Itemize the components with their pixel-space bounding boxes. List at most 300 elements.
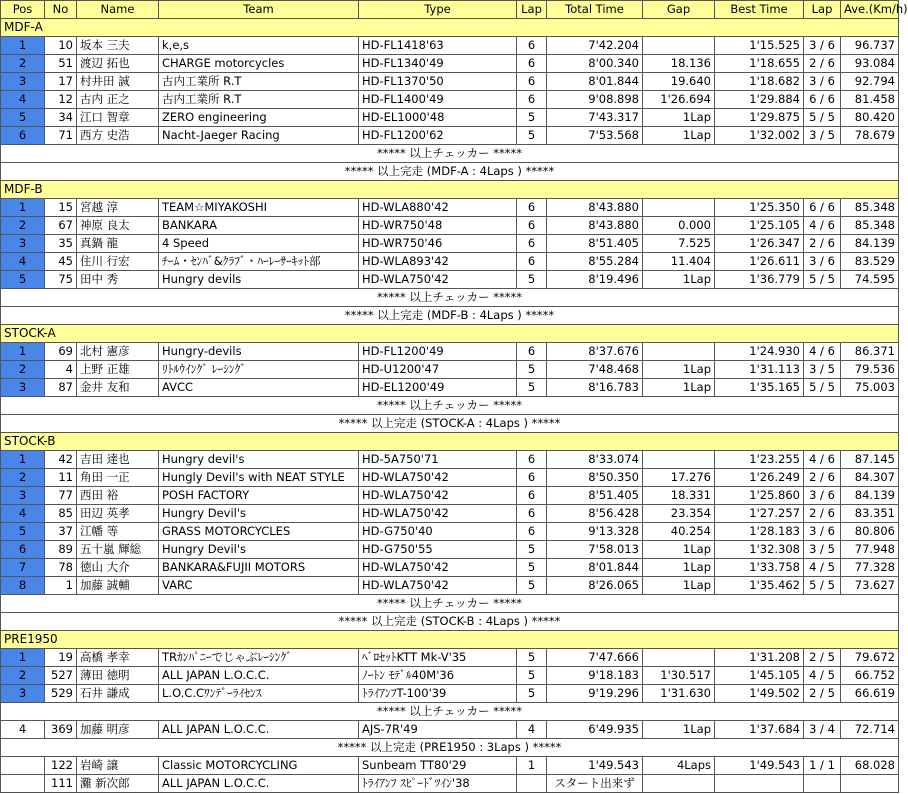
result-row bbox=[1, 559, 899, 577]
best-lap-cell: 3 / 5 bbox=[804, 361, 841, 379]
team-cell: BANKARA&FUJII MOTORS bbox=[159, 559, 359, 577]
laps-cell: 6 bbox=[517, 487, 547, 505]
gap-cell: 1Lap bbox=[643, 541, 715, 559]
gap-cell: 1'30.517 bbox=[643, 667, 715, 685]
number-cell: 15 bbox=[45, 199, 77, 217]
gap-cell: 1Lap bbox=[643, 559, 715, 577]
result-row bbox=[1, 523, 899, 541]
result-row bbox=[1, 271, 899, 289]
result-row bbox=[1, 361, 899, 379]
col-header-pos: Pos bbox=[1, 1, 45, 19]
machine-type-cell: HD-FL1200'49 bbox=[359, 343, 517, 361]
best-lap-cell: 3 / 4 bbox=[804, 721, 841, 739]
best-lap-cell: 2 / 6 bbox=[804, 505, 841, 523]
number-cell: 12 bbox=[45, 91, 77, 109]
best-time-cell: 1'49.502 bbox=[715, 685, 804, 703]
laps-cell: 5 bbox=[517, 577, 547, 595]
gap-cell: 11.404 bbox=[643, 253, 715, 271]
rider-name-cell: 金井 友和 bbox=[77, 379, 159, 397]
header-row bbox=[1, 1, 899, 19]
section-header bbox=[1, 325, 899, 343]
result-row bbox=[1, 469, 899, 487]
team-cell: Hungry Devil's bbox=[159, 541, 359, 559]
machine-type-cell: HD-WLA750'42 bbox=[359, 469, 517, 487]
pos-cell: 3 bbox=[1, 73, 45, 91]
rider-name-cell: 真鍋 龍 bbox=[77, 235, 159, 253]
machine-type-cell: HD-FL1370'50 bbox=[359, 73, 517, 91]
laps-cell bbox=[517, 775, 547, 793]
best-time-cell: 1'36.779 bbox=[715, 271, 804, 289]
laps-cell: 6 bbox=[517, 523, 547, 541]
result-row bbox=[1, 577, 899, 595]
checker-note bbox=[1, 595, 899, 613]
number-cell: 4 bbox=[45, 361, 77, 379]
total-time-cell: 7'58.013 bbox=[547, 541, 643, 559]
pos-cell: 1 bbox=[1, 199, 45, 217]
machine-type-cell: HD-U1200'47 bbox=[359, 361, 517, 379]
average-speed-cell: 75.003 bbox=[841, 379, 899, 397]
best-time-cell: 1'18.682 bbox=[715, 73, 804, 91]
average-speed-cell: 93.084 bbox=[841, 55, 899, 73]
best-lap-cell: 5 / 5 bbox=[804, 577, 841, 595]
total-time-cell: スタート出来ず bbox=[547, 775, 643, 793]
pos-cell: 5 bbox=[1, 523, 45, 541]
pos-cell bbox=[1, 775, 45, 793]
col-header-type: Type bbox=[359, 1, 517, 19]
best-lap-cell: 1 / 1 bbox=[804, 757, 841, 775]
pos-cell: 8 bbox=[1, 577, 45, 595]
best-time-cell: 1'18.655 bbox=[715, 55, 804, 73]
result-row bbox=[1, 667, 899, 685]
best-time-cell: 1'24.930 bbox=[715, 343, 804, 361]
team-cell: AVCC bbox=[159, 379, 359, 397]
team-cell: Hungry Devil's bbox=[159, 505, 359, 523]
best-time-cell: 1'27.257 bbox=[715, 505, 804, 523]
average-speed-cell: 96.737 bbox=[841, 37, 899, 55]
total-time-cell: 9'18.183 bbox=[547, 667, 643, 685]
machine-type-cell: ﾄﾗｲｱﾝﾌT-100'39 bbox=[359, 685, 517, 703]
pos-cell: 1 bbox=[1, 37, 45, 55]
team-cell: GRASS MOTORCYCLES bbox=[159, 523, 359, 541]
best-lap-cell: 3 / 6 bbox=[804, 523, 841, 541]
machine-type-cell: HD-WR750'48 bbox=[359, 217, 517, 235]
number-cell: 19 bbox=[45, 649, 77, 667]
best-time-cell: 1'29.875 bbox=[715, 109, 804, 127]
best-lap-cell: 2 / 5 bbox=[804, 685, 841, 703]
rider-name-cell: 加藤 明彦 bbox=[77, 721, 159, 739]
checker-note-text: ***** 以上チェッカー ***** bbox=[1, 145, 899, 163]
machine-type-cell: Sunbeam TT80'29 bbox=[359, 757, 517, 775]
checker-note bbox=[1, 703, 899, 721]
best-lap-cell: 4 / 6 bbox=[804, 451, 841, 469]
best-time-cell bbox=[715, 775, 804, 793]
rider-name-cell: 西方 史浩 bbox=[77, 127, 159, 145]
best-lap-cell: 5 / 5 bbox=[804, 379, 841, 397]
best-time-cell: 1'32.002 bbox=[715, 127, 804, 145]
best-time-cell: 1'23.255 bbox=[715, 451, 804, 469]
number-cell: 111 bbox=[45, 775, 77, 793]
total-time-cell: 7'53.568 bbox=[547, 127, 643, 145]
best-lap-cell: 2 / 6 bbox=[804, 469, 841, 487]
team-cell: ﾁｰﾑ・ｾﾝﾊﾞ&ｸﾗﾌﾞ・ﾊｰﾚｰｻｰｷｯﾄ部 bbox=[159, 253, 359, 271]
result-row bbox=[1, 73, 899, 91]
checker-note bbox=[1, 145, 899, 163]
laps-cell: 6 bbox=[517, 451, 547, 469]
team-cell: Hungry-devils bbox=[159, 343, 359, 361]
team-cell: Classic MOTORCYCLING bbox=[159, 757, 359, 775]
gap-cell: 1Lap bbox=[643, 577, 715, 595]
best-lap-cell: 3 / 6 bbox=[804, 73, 841, 91]
result-row bbox=[1, 379, 899, 397]
number-cell: 69 bbox=[45, 343, 77, 361]
laps-cell: 6 bbox=[517, 199, 547, 217]
average-speed-cell: 83.529 bbox=[841, 253, 899, 271]
team-cell: TRｶﾝﾊﾟﾆｰでじゃぶﾚｰｼﾝｸﾞ bbox=[159, 649, 359, 667]
number-cell: 77 bbox=[45, 487, 77, 505]
finish-note-text: ***** 以上完走 (MDF-A : 4Laps ) ***** bbox=[1, 163, 899, 181]
rider-name-cell: 古内 正之 bbox=[77, 91, 159, 109]
gap-cell: 1'26.694 bbox=[643, 91, 715, 109]
average-speed-cell bbox=[841, 775, 899, 793]
pos-cell: 2 bbox=[1, 469, 45, 487]
col-header-best-time: Best Time bbox=[715, 1, 804, 19]
laps-cell: 1 bbox=[517, 757, 547, 775]
total-time-cell: 9'13.328 bbox=[547, 523, 643, 541]
checker-note bbox=[1, 397, 899, 415]
rider-name-cell: 北村 憲彦 bbox=[77, 343, 159, 361]
best-lap-cell: 2 / 6 bbox=[804, 55, 841, 73]
best-lap-cell: 2 / 5 bbox=[804, 649, 841, 667]
machine-type-cell: ﾄﾗｲｱﾝﾌ ｽﾋﾟｰﾄﾞﾂｲﾝ'38 bbox=[359, 775, 517, 793]
pos-cell: 6 bbox=[1, 127, 45, 145]
pos-cell: 7 bbox=[1, 559, 45, 577]
total-time-cell: 8'37.676 bbox=[547, 343, 643, 361]
number-cell: 75 bbox=[45, 271, 77, 289]
result-row bbox=[1, 55, 899, 73]
team-cell: VARC bbox=[159, 577, 359, 595]
rider-name-cell: 神原 良太 bbox=[77, 217, 159, 235]
total-time-cell: 8'26.065 bbox=[547, 577, 643, 595]
team-cell: Hungry devil's bbox=[159, 451, 359, 469]
best-lap-cell: 6 / 6 bbox=[804, 91, 841, 109]
finish-note-text: ***** 以上完走 (PRE1950 : 3Laps ) ***** bbox=[1, 739, 899, 757]
checker-note-text: ***** 以上チェッカー ***** bbox=[1, 289, 899, 307]
laps-cell: 6 bbox=[517, 343, 547, 361]
result-row bbox=[1, 505, 899, 523]
laps-cell: 6 bbox=[517, 73, 547, 91]
best-lap-cell: 6 / 6 bbox=[804, 199, 841, 217]
finish-note bbox=[1, 307, 899, 325]
total-time-cell: 8'51.405 bbox=[547, 487, 643, 505]
best-lap-cell: 5 / 5 bbox=[804, 109, 841, 127]
average-speed-cell: 84.307 bbox=[841, 469, 899, 487]
col-header-best-lap: Lap bbox=[804, 1, 841, 19]
rider-name-cell: 西田 裕 bbox=[77, 487, 159, 505]
team-cell: 古内工業所 R.T bbox=[159, 91, 359, 109]
best-lap-cell: 3 / 5 bbox=[804, 541, 841, 559]
best-time-cell: 1'33.758 bbox=[715, 559, 804, 577]
gap-cell: 1Lap bbox=[643, 127, 715, 145]
average-speed-cell: 87.145 bbox=[841, 451, 899, 469]
best-time-cell: 1'26.249 bbox=[715, 469, 804, 487]
pos-cell: 2 bbox=[1, 217, 45, 235]
average-speed-cell: 72.714 bbox=[841, 721, 899, 739]
laps-cell: 5 bbox=[517, 649, 547, 667]
machine-type-cell: HD-EL1200'49 bbox=[359, 379, 517, 397]
gap-cell bbox=[643, 37, 715, 55]
section-header-text: STOCK-B bbox=[1, 433, 899, 451]
gap-cell: 1Lap bbox=[643, 721, 715, 739]
average-speed-cell: 79.536 bbox=[841, 361, 899, 379]
machine-type-cell: HD-WLA893'42 bbox=[359, 253, 517, 271]
result-row bbox=[1, 199, 899, 217]
checker-note-text: ***** 以上チェッカー ***** bbox=[1, 703, 899, 721]
average-speed-cell: 68.028 bbox=[841, 757, 899, 775]
laps-cell: 6 bbox=[517, 55, 547, 73]
average-speed-cell: 85.348 bbox=[841, 199, 899, 217]
number-cell: 122 bbox=[45, 757, 77, 775]
number-cell: 34 bbox=[45, 109, 77, 127]
team-cell: Nacht-Jaeger Racing bbox=[159, 127, 359, 145]
number-cell: 89 bbox=[45, 541, 77, 559]
laps-cell: 6 bbox=[517, 91, 547, 109]
machine-type-cell: HD-WLA880'42 bbox=[359, 199, 517, 217]
number-cell: 71 bbox=[45, 127, 77, 145]
result-row bbox=[1, 217, 899, 235]
pos-cell: 3 bbox=[1, 685, 45, 703]
total-time-cell: 8'01.844 bbox=[547, 73, 643, 91]
best-time-cell: 1'26.611 bbox=[715, 253, 804, 271]
gap-cell: 18.136 bbox=[643, 55, 715, 73]
rider-name-cell: 住川 行宏 bbox=[77, 253, 159, 271]
rider-name-cell: 五十嵐 輝総 bbox=[77, 541, 159, 559]
average-speed-cell: 84.139 bbox=[841, 235, 899, 253]
result-row bbox=[1, 757, 899, 775]
section-header-text: STOCK-A bbox=[1, 325, 899, 343]
average-speed-cell: 66.619 bbox=[841, 685, 899, 703]
average-speed-cell: 80.420 bbox=[841, 109, 899, 127]
rider-name-cell: 岩崎 譲 bbox=[77, 757, 159, 775]
gap-cell: 1Lap bbox=[643, 109, 715, 127]
finish-note-text: ***** 以上完走 (STOCK-A : 4Laps ) ***** bbox=[1, 415, 899, 433]
team-cell: L.O.C.Cﾜﾝﾃﾞｰﾗｲｾﾝｽ bbox=[159, 685, 359, 703]
number-cell: 1 bbox=[45, 577, 77, 595]
result-row bbox=[1, 127, 899, 145]
average-speed-cell: 78.679 bbox=[841, 127, 899, 145]
average-speed-cell: 77.948 bbox=[841, 541, 899, 559]
total-time-cell: 7'43.317 bbox=[547, 109, 643, 127]
gap-cell: 40.254 bbox=[643, 523, 715, 541]
machine-type-cell: HD-G750'55 bbox=[359, 541, 517, 559]
section-header-text: MDF-B bbox=[1, 181, 899, 199]
laps-cell: 6 bbox=[517, 217, 547, 235]
team-cell: ALL JAPAN L.O.C.C. bbox=[159, 667, 359, 685]
result-row bbox=[1, 91, 899, 109]
total-time-cell: 8'43.880 bbox=[547, 199, 643, 217]
section-header-text: PRE1950 bbox=[1, 631, 899, 649]
pos-cell: 1 bbox=[1, 451, 45, 469]
col-header-average-speed: Ave.(Km/h) bbox=[841, 1, 899, 19]
laps-cell: 6 bbox=[517, 37, 547, 55]
number-cell: 42 bbox=[45, 451, 77, 469]
best-time-cell: 1'45.105 bbox=[715, 667, 804, 685]
section-header bbox=[1, 181, 899, 199]
laps-cell: 5 bbox=[517, 667, 547, 685]
number-cell: 45 bbox=[45, 253, 77, 271]
rider-name-cell: 村井田 誠 bbox=[77, 73, 159, 91]
gap-cell: 23.354 bbox=[643, 505, 715, 523]
best-time-cell: 1'32.308 bbox=[715, 541, 804, 559]
machine-type-cell: HD-WLA750'42 bbox=[359, 577, 517, 595]
total-time-cell: 6'49.935 bbox=[547, 721, 643, 739]
result-row bbox=[1, 487, 899, 505]
best-time-cell: 1'25.350 bbox=[715, 199, 804, 217]
pos-cell: 3 bbox=[1, 487, 45, 505]
best-lap-cell: 4 / 5 bbox=[804, 667, 841, 685]
number-cell: 10 bbox=[45, 37, 77, 55]
average-speed-cell: 81.458 bbox=[841, 91, 899, 109]
result-row bbox=[1, 451, 899, 469]
rider-name-cell: 吉田 達也 bbox=[77, 451, 159, 469]
total-time-cell: 7'48.468 bbox=[547, 361, 643, 379]
result-row bbox=[1, 343, 899, 361]
number-cell: 67 bbox=[45, 217, 77, 235]
checker-note-text: ***** 以上チェッカー ***** bbox=[1, 397, 899, 415]
team-cell: BANKARA bbox=[159, 217, 359, 235]
rider-name-cell: 江幡 等 bbox=[77, 523, 159, 541]
number-cell: 529 bbox=[45, 685, 77, 703]
number-cell: 51 bbox=[45, 55, 77, 73]
team-cell: ﾘﾄﾙｳｲﾝｸﾞ ﾚｰｼﾝｸﾞ bbox=[159, 361, 359, 379]
result-row bbox=[1, 649, 899, 667]
gap-cell: 17.276 bbox=[643, 469, 715, 487]
average-speed-cell: 80.806 bbox=[841, 523, 899, 541]
result-row bbox=[1, 253, 899, 271]
team-cell: ALL JAPAN L.O.C.C. bbox=[159, 721, 359, 739]
best-lap-cell: 3 / 6 bbox=[804, 37, 841, 55]
best-lap-cell: 3 / 6 bbox=[804, 487, 841, 505]
best-time-cell: 1'35.165 bbox=[715, 379, 804, 397]
gap-cell: 7.525 bbox=[643, 235, 715, 253]
number-cell: 85 bbox=[45, 505, 77, 523]
col-header-team: Team bbox=[159, 1, 359, 19]
pos-cell: 4 bbox=[1, 91, 45, 109]
gap-cell bbox=[643, 451, 715, 469]
rider-name-cell: 上野 正雄 bbox=[77, 361, 159, 379]
total-time-cell: 8'43.880 bbox=[547, 217, 643, 235]
pos-cell: 5 bbox=[1, 271, 45, 289]
gap-cell: 1'31.630 bbox=[643, 685, 715, 703]
gap-cell bbox=[643, 775, 715, 793]
gap-cell: 1Lap bbox=[643, 271, 715, 289]
rider-name-cell: 田辺 英孝 bbox=[77, 505, 159, 523]
col-header-lap: Lap bbox=[517, 1, 547, 19]
laps-cell: 6 bbox=[517, 469, 547, 487]
finish-note-text: ***** 以上完走 (STOCK-B : 4Laps ) ***** bbox=[1, 613, 899, 631]
number-cell: 17 bbox=[45, 73, 77, 91]
average-speed-cell: 77.328 bbox=[841, 559, 899, 577]
best-lap-cell: 2 / 6 bbox=[804, 235, 841, 253]
machine-type-cell: HD-FL1340'49 bbox=[359, 55, 517, 73]
rider-name-cell: 薄田 徳明 bbox=[77, 667, 159, 685]
total-time-cell: 8'51.405 bbox=[547, 235, 643, 253]
average-speed-cell: 73.627 bbox=[841, 577, 899, 595]
team-cell: 古内工業所 R.T bbox=[159, 73, 359, 91]
pos-cell: 2 bbox=[1, 361, 45, 379]
finish-note bbox=[1, 613, 899, 631]
best-time-cell: 1'49.543 bbox=[715, 757, 804, 775]
checker-note bbox=[1, 289, 899, 307]
rider-name-cell: 石井 謙成 bbox=[77, 685, 159, 703]
machine-type-cell: HD-WLA750'42 bbox=[359, 559, 517, 577]
gap-cell bbox=[643, 199, 715, 217]
best-lap-cell: 4 / 5 bbox=[804, 559, 841, 577]
laps-cell: 5 bbox=[517, 361, 547, 379]
total-time-cell: 8'00.340 bbox=[547, 55, 643, 73]
team-cell: Hungly Devil's with NEAT STYLE bbox=[159, 469, 359, 487]
machine-type-cell: HD-5A750'71 bbox=[359, 451, 517, 469]
machine-type-cell: HD-WLA750'42 bbox=[359, 505, 517, 523]
pos-cell: 1 bbox=[1, 343, 45, 361]
col-header-no: No bbox=[45, 1, 77, 19]
machine-type-cell: HD-WLA750'42 bbox=[359, 487, 517, 505]
gap-cell bbox=[643, 649, 715, 667]
total-time-cell: 8'33.074 bbox=[547, 451, 643, 469]
total-time-cell: 7'47.666 bbox=[547, 649, 643, 667]
best-time-cell: 1'31.113 bbox=[715, 361, 804, 379]
number-cell: 37 bbox=[45, 523, 77, 541]
average-speed-cell: 66.752 bbox=[841, 667, 899, 685]
best-time-cell: 1'37.684 bbox=[715, 721, 804, 739]
rider-name-cell: 田中 秀 bbox=[77, 271, 159, 289]
number-cell: 87 bbox=[45, 379, 77, 397]
rider-name-cell: 江口 智章 bbox=[77, 109, 159, 127]
laps-cell: 6 bbox=[517, 505, 547, 523]
gap-cell: 1Lap bbox=[643, 361, 715, 379]
machine-type-cell: HD-WR750'46 bbox=[359, 235, 517, 253]
laps-cell: 5 bbox=[517, 685, 547, 703]
laps-cell: 6 bbox=[517, 235, 547, 253]
best-time-cell: 1'15.525 bbox=[715, 37, 804, 55]
number-cell: 11 bbox=[45, 469, 77, 487]
best-time-cell: 1'29.884 bbox=[715, 91, 804, 109]
laps-cell: 6 bbox=[517, 253, 547, 271]
machine-type-cell: HD-FL1200'62 bbox=[359, 127, 517, 145]
result-row bbox=[1, 721, 899, 739]
machine-type-cell: HD-FL1418'63 bbox=[359, 37, 517, 55]
result-row bbox=[1, 775, 899, 793]
pos-cell: 3 bbox=[1, 379, 45, 397]
pos-cell bbox=[1, 757, 45, 775]
col-header-name: Name bbox=[77, 1, 159, 19]
rider-name-cell: 高橋 孝幸 bbox=[77, 649, 159, 667]
checker-note-text: ***** 以上チェッカー ***** bbox=[1, 595, 899, 613]
result-row bbox=[1, 37, 899, 55]
laps-cell: 5 bbox=[517, 109, 547, 127]
results-body bbox=[1, 19, 899, 793]
pos-cell: 4 bbox=[1, 505, 45, 523]
pos-cell: 6 bbox=[1, 541, 45, 559]
best-time-cell: 1'26.347 bbox=[715, 235, 804, 253]
machine-type-cell: HD-WLA750'42 bbox=[359, 271, 517, 289]
best-lap-cell bbox=[804, 775, 841, 793]
pos-cell: 3 bbox=[1, 235, 45, 253]
col-header-gap: Gap bbox=[643, 1, 715, 19]
average-speed-cell: 83.351 bbox=[841, 505, 899, 523]
col-header-total-time: Total Time bbox=[547, 1, 643, 19]
best-time-cell: 1'25.105 bbox=[715, 217, 804, 235]
best-time-cell: 1'35.462 bbox=[715, 577, 804, 595]
